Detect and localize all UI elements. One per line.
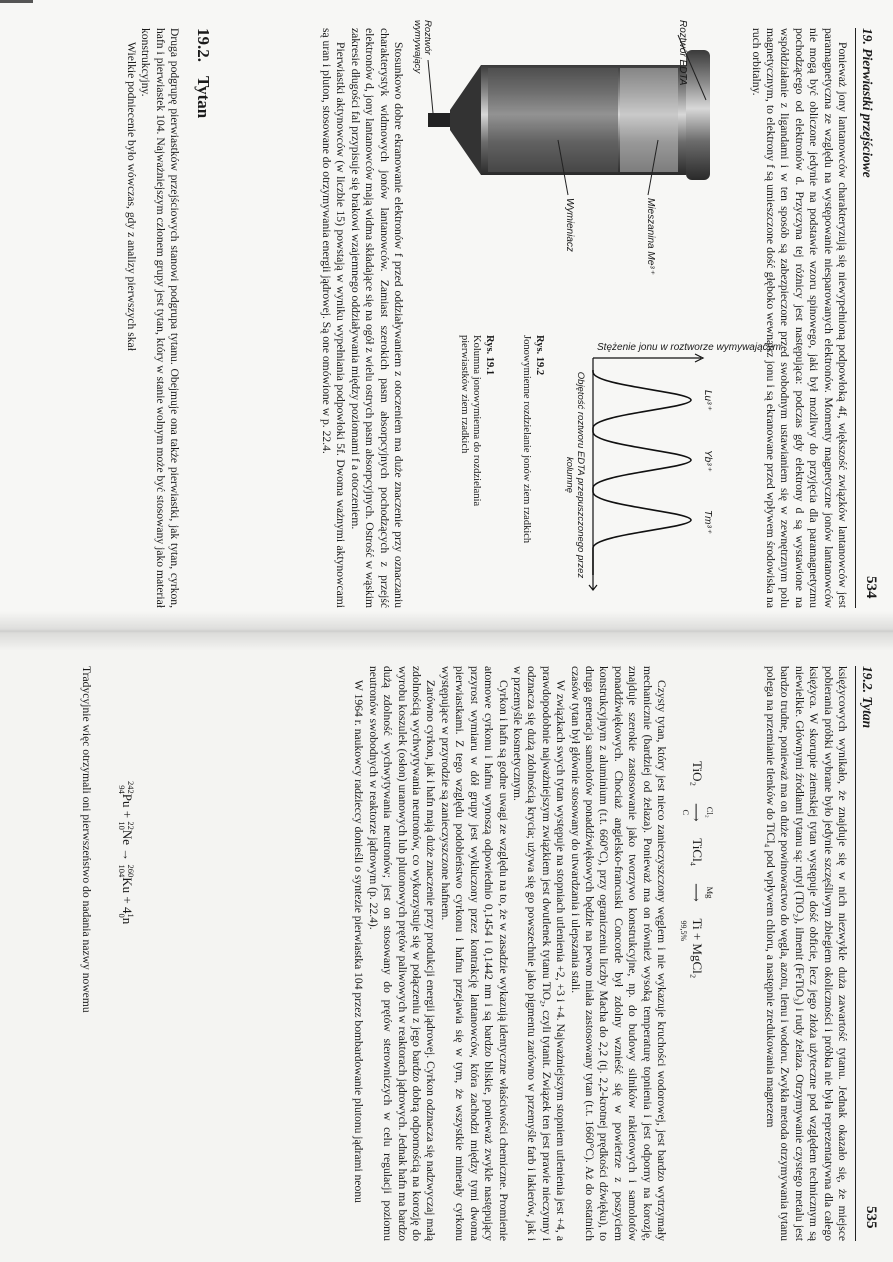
column-neck: [450, 65, 481, 175]
page-number-left: 534: [863, 576, 879, 599]
caption-text-19-2: Jonowymienne rozdzielanie jonów ziem rzadkich: [521, 335, 533, 544]
nuclear-equation: 242 94Pu + 22 10Ne → 260 104Ku + 41 0n: [116, 781, 136, 925]
peak-label: Lu³⁺: [702, 390, 713, 410]
figure-elution: [551, 330, 781, 600]
paragraph-lunar: Wielkie podniecenie było wówczas, gdy z analizy pierwszych skał: [124, 42, 138, 351]
caption-fig-19-1: [458, 335, 496, 535]
y-axis-label: Stężenie jonu w roztworze wymywającym: [597, 342, 781, 353]
section-title: Tytan: [194, 76, 213, 119]
neutron-isotope: 1 0: [116, 913, 136, 918]
y-axis-label-box: [593, 330, 781, 355]
figure-column: [412, 20, 718, 320]
paragraph-pure-titanium: Czysty tytan, który jest nieco zanieczyszczony węglem i nie wykazuje kruchości wodorowej, jest bardzo wytrzymały mechanicznie (bardziej od żelaza). Ponieważ ma on również wysoką temperaturę topnienia i jest odporny na korozję, znajduje szerokie zastosowanie jako tworzywo konstrukcyjne, np. do budowy silników rakietowych i samolotów ponaddźwiękowych. Chociaż angielsko-francuski Concorde był zdolny wznieść się w powietrze z poszyciem konstrukcyjnym z aluminium (t.t. 660°C), przy ograniczeniu liczby Macha do 2,2 (tj. 2,2-krotnej prędkości dźwięku), to druga generacja samolotów ponaddźwiękowych będzie na pewno miała zastosowany tytan (t.t. 1660°C). Aż do ostatnich czasów tytan był głównie stosowany do utwardzania i ulepszania stali.: [568, 666, 668, 1241]
section-paragraphs: [123, 28, 181, 608]
caption-text-19-1: Kolumna jonowymienna do rozdzielania pierwiastków ziem rzadkich: [459, 335, 483, 507]
paragraph-element-104: W 1964 r. naukowcy radzieccy donieśli o syntezie pierwiastka 104 przez bombardowanie plutonu jądrami neonu: [352, 680, 366, 1203]
pu-isotope: 242 94: [116, 781, 136, 794]
running-head-right: 19.2. Tytan: [860, 666, 875, 729]
body-paragraphs-right: [351, 666, 668, 1241]
label-exchanger: Wymieniacz: [564, 198, 575, 252]
x-axis-label: Objętość roztworu EDTA przepuszczonego przez kolumnę: [564, 371, 586, 579]
elution-curve: [593, 370, 691, 575]
column-outlet: [428, 113, 450, 127]
caption-title-19-1: Rys. 19.1: [484, 335, 495, 376]
formula-arrow-1: Cl₂ ⟶ C: [688, 789, 704, 835]
label-eluent: Roztwór wymywający: [412, 20, 433, 74]
section-number: 19.2.: [194, 28, 213, 62]
caption-title-19-2: Rys. 19.2: [534, 335, 545, 376]
paragraph-tradition-wrap: [79, 666, 93, 1241]
mixture-band: [620, 68, 678, 172]
intro-paragraph: Ponieważ jony lantanowców charakteryzują się niewypełnioną podpowłoką 4f, większość związków lantanowców jest paramagnetyczna ze względu na występowanie niesparowanych elektronów. Momenty magnetyczne jonów lantanowców nie mogą być obliczone jedynie na podstawie wzoru spinowego, jaki był możliwy do przyjęcia dla paramagnetyzmu pochodzącego od elektronów d. Przyczyna tej różnicy jest następująca: podczas gdy elektrony d są wystawione na współdziałanie z ligandami i w ten sposób są zabezpieczone przed swobodnym ustawianiem się w zewnętrznym polu magnetycznym, to elektrony f są umieszczone dość głęboko wewnątrz jonu i są ekranowane przed wpływem środowiska na ruch orbitalny.: [749, 28, 849, 608]
paragraph-oxidation-states: W związkach swych tytan występuje na stopniach utlenienia +2, +3 i +4. Najważniejszym stopniem utlenienia jest +4, a prawdopodobnie najważniejszym związkiem jest dwutlenek tytanu TiO₂, czyli tytanit. Związek ten jest prawie nieczynny i odznacza się dużą zdolnością krycia; używa się go powszechnie jako pigmentu zarówno w przemyśle farb i lakierów, jak i w przemyśle kosmetycznym.: [510, 666, 568, 1241]
arrow2-reagent-top: Mg: [704, 886, 715, 899]
paragraph-lunar-cont: księżycowych wynikało, że znajduje się w nich niezwykle duża zawartość tytanu. Jednak okazało się, że miejsce pobierania próbki wybrane było jedynie szczęśliwym zbiegiem okoliczności i próbka nie była reprezentatywna dla całego księżyca. W skorupie ziemskiej tytan występuje dość obficie, lecz jego złoża użyteczne pod względem technicznym są niewielkie. Głównymi źródłami tytanu są: rutyl (TiO₂), ilmenit (FeTiO₃) i rudy żelaza. Otrzymywanie czystego metalu jest bardzo trudne, ponieważ ma on duże powinowactwo do węgla, azotu, tlenu i wodoru. Zwykła metoda otrzymywania tytanu polega na przemianie tlenków do TiCl₄ pod wpływem chloru, a następnie zredukowania magnezem: [763, 666, 849, 1241]
ion-exchange-column-diagram: [418, 20, 718, 320]
peak-label: Tm³⁺: [702, 510, 713, 534]
formula-rhs-wrap: [679, 918, 705, 979]
exchanger-band: [488, 68, 618, 172]
label-edta-solution: Roztwór EDTA: [677, 20, 688, 86]
header-rule-right: [855, 666, 856, 1241]
page-number-right: 535: [863, 1206, 879, 1229]
arrow1-reagent-top: Cl₂: [704, 806, 715, 818]
ne-isotope: 22 10: [116, 821, 136, 830]
formula-intermediate: TiCl₄: [690, 838, 705, 867]
caption-fig-19-2: [520, 335, 545, 595]
scan-edge: [0, 0, 33, 3]
arrow1-reagent-bottom: C: [680, 809, 691, 816]
paragraph-actinides: Pierwiastki aktynowców (w liczbie 15) powstają w wyniku wypełniania podpowłoki 5f. Dwoma ważnymi aktynowcami są uran i pluton, stosowane do otrzymywania energii jądrowej. Są one omówione w p. 22.4.: [319, 28, 348, 608]
paragraph-zr-hf: Cyrkon i hafn są godne uwagi ze względu na to, że w zasadzie wykazują identyczne właściwości chemiczne. Promienie atomowe cyrkonu i hafnu wynoszą odpowiednio 0,1454 i 0,1442 nm i są bardzo bliskie, ponieważ zwykle następujący przyrost wymiaru w dół grupy jest wykluczony przez kontrakcję lantanowców, która zachodzi między tymi dwoma pierwiastkami. Z tego względu podobieństwo cyrkonu i hafnu przejawia się w tym, że wszystkie minerały cyrkonu występujące w przyrodzie są zanieczyszczone hafnem.: [438, 666, 510, 1241]
header-rule-left: [855, 28, 856, 608]
column-top-reservoir: [686, 50, 710, 180]
paragraph-screening: Stosunkowo dobre ekranowanie elektronów f przed oddziaływaniem z otoczeniem ma duże znaczenie przy oznaczaniu charakterystyk widmowych jonów lantanowców. Zamiast szerokich pasm absorpcyjnych pochodzących z przejść elektronów d, jony lantanowców mają widma składające się na ogół z wielu ostrych pasm absorpcyjnych. Ostrość w wąskim zakresie długości fal przypisuje się brakowi wzajemnego oddziaływania między poziomami f a otoczeniem.: [348, 28, 405, 608]
formula-yield: 99,5%: [679, 920, 688, 942]
paragraph-tradition: Tradycyjnie więc otrzymali oni pierwszeństwo do nadania nazwy nowemu: [80, 666, 93, 1013]
formula-rhs: Ti + MgCl₂: [690, 918, 705, 979]
ku-isotope: 260 104: [116, 864, 136, 878]
body-paragraphs-left: [319, 28, 405, 608]
running-head-left: 19. Pierwiastki przejściowe: [860, 28, 875, 178]
titanium-reduction-formula: [679, 761, 715, 979]
right-page: [0, 631, 893, 1262]
peak-label: Yb³⁺: [702, 450, 713, 471]
paragraph-nuclear: Zarówno cyrkon, jak i hafn mają duże znaczenie przy produkcji energii jądrowej. Cyrkon odznacza się nadzwyczaj małą zdolnością wychwytywania neutronów, co wykorzystuje się w połączeniu z jego bardzo dobrą odpornością na korozję do wyrobu koszulek (osłon) uranowych lub plutonowych prętów paliwowych w reaktorach jądrowych. Jednak hafn ma bardzo dużą zdolność wychwytywania neutronów; jest on stosowany do prętów sterowniczych w celu regulacji poziomu neutronów swobodnych w reaktorze jądrowym (p. 22.4).: [366, 666, 438, 1241]
book-spine-shadow: [0, 611, 893, 651]
formula-arrow-2: Mg ⟶: [688, 869, 704, 915]
label-mixture: Mieszanina Me³⁺: [645, 198, 656, 274]
paragraph-titanium-group: Druga podgrupę pierwiastków przejściowych stanowi podgrupa tytanu. Obejmuje ona także pierwiastki, jak tytan, cyrkon, hafn i pierwiastek 104. Najważniejszym członem grupy jest tytan, który w stanie wolnym może być stosowany jako materiał konstrukcyjny.: [139, 28, 181, 608]
formula-lhs: TiO₂: [690, 761, 705, 787]
section-heading: [193, 28, 213, 132]
